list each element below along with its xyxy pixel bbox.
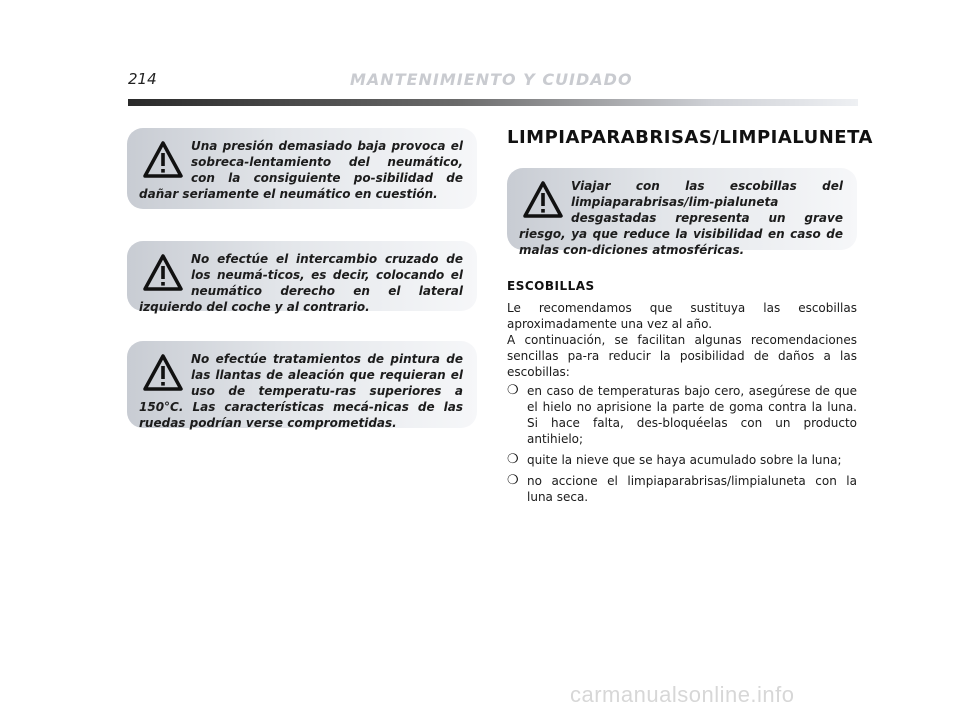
list-item bbox=[507, 452, 857, 468]
section-header: MANTENIMIENTO Y CUIDADO bbox=[350, 70, 633, 89]
header-rule bbox=[128, 99, 858, 106]
warning-box-low-pressure bbox=[127, 128, 477, 209]
warning-triangle-icon bbox=[523, 180, 563, 220]
warning-triangle-icon bbox=[143, 353, 183, 393]
list-item-text: no accione el limpiaparabrisas/limpialuneta con la luna seca. bbox=[527, 474, 857, 504]
list-item bbox=[507, 473, 857, 505]
section-title: LIMPIAPARABRISAS/LIMPIALUNETA bbox=[507, 127, 873, 148]
bullet-circle-icon: ❍ bbox=[507, 383, 519, 398]
paragraph: A continuación, se facilitan algunas recomendaciones sencillas pa-ra reducir la posibilidad de daños a las escobillas: bbox=[507, 333, 857, 379]
warning-box-tyre-swap bbox=[127, 241, 477, 314]
warning-text: Una presión demasiado baja provoca el sobreca-lentamiento del neumático, con la consiguiente po-sibilidad de dañar seriamente el neumático en cuestión. bbox=[139, 139, 463, 201]
warning-text: Viajar con las escobillas del limpiaparabrisas/lim-pialuneta desgastadas representa un grave riesgo, ya que reduce la visibilidad en caso de malas con-diciones atmosféricas. bbox=[519, 179, 843, 257]
list-item bbox=[507, 383, 857, 447]
bullet-circle-icon: ❍ bbox=[507, 452, 519, 467]
watermark: carmanualsonline.info bbox=[570, 682, 795, 707]
page-number: 214 bbox=[128, 70, 157, 88]
body-text bbox=[507, 300, 857, 510]
warning-triangle-icon bbox=[143, 253, 183, 293]
list-item-text: quite la nieve que se haya acumulado sobre la luna; bbox=[527, 453, 842, 467]
paragraph: Le recomendamos que sustituya las escobillas aproximadamente una vez al año. bbox=[507, 301, 857, 331]
warning-box-alloy-paint bbox=[127, 341, 477, 428]
warning-text: No efectúe el intercambio cruzado de los neumá-ticos, es decir, colocando el neumático derecho en el lateral izquierdo del coche y al contrario. bbox=[139, 252, 463, 314]
subsection-title: ESCOBILLAS bbox=[507, 279, 595, 293]
bullet-circle-icon: ❍ bbox=[507, 473, 519, 488]
warning-triangle-icon bbox=[143, 140, 183, 180]
list-item-text: en caso de temperaturas bajo cero, asegúrese de que el hielo no aprisione la parte de goma contra la luna. Si hace falta, des-bloquéelas con un producto antihielo; bbox=[527, 384, 857, 446]
recommendation-list bbox=[507, 383, 857, 505]
warning-box-wiper-blades bbox=[507, 168, 857, 257]
warning-text: No efectúe tratamientos de pintura de las llantas de aleación que requieran el uso de temperatu-ras superiores a 150°C. Las características mecá-nicas de las ruedas podrían verse comprometidas. bbox=[139, 352, 463, 430]
